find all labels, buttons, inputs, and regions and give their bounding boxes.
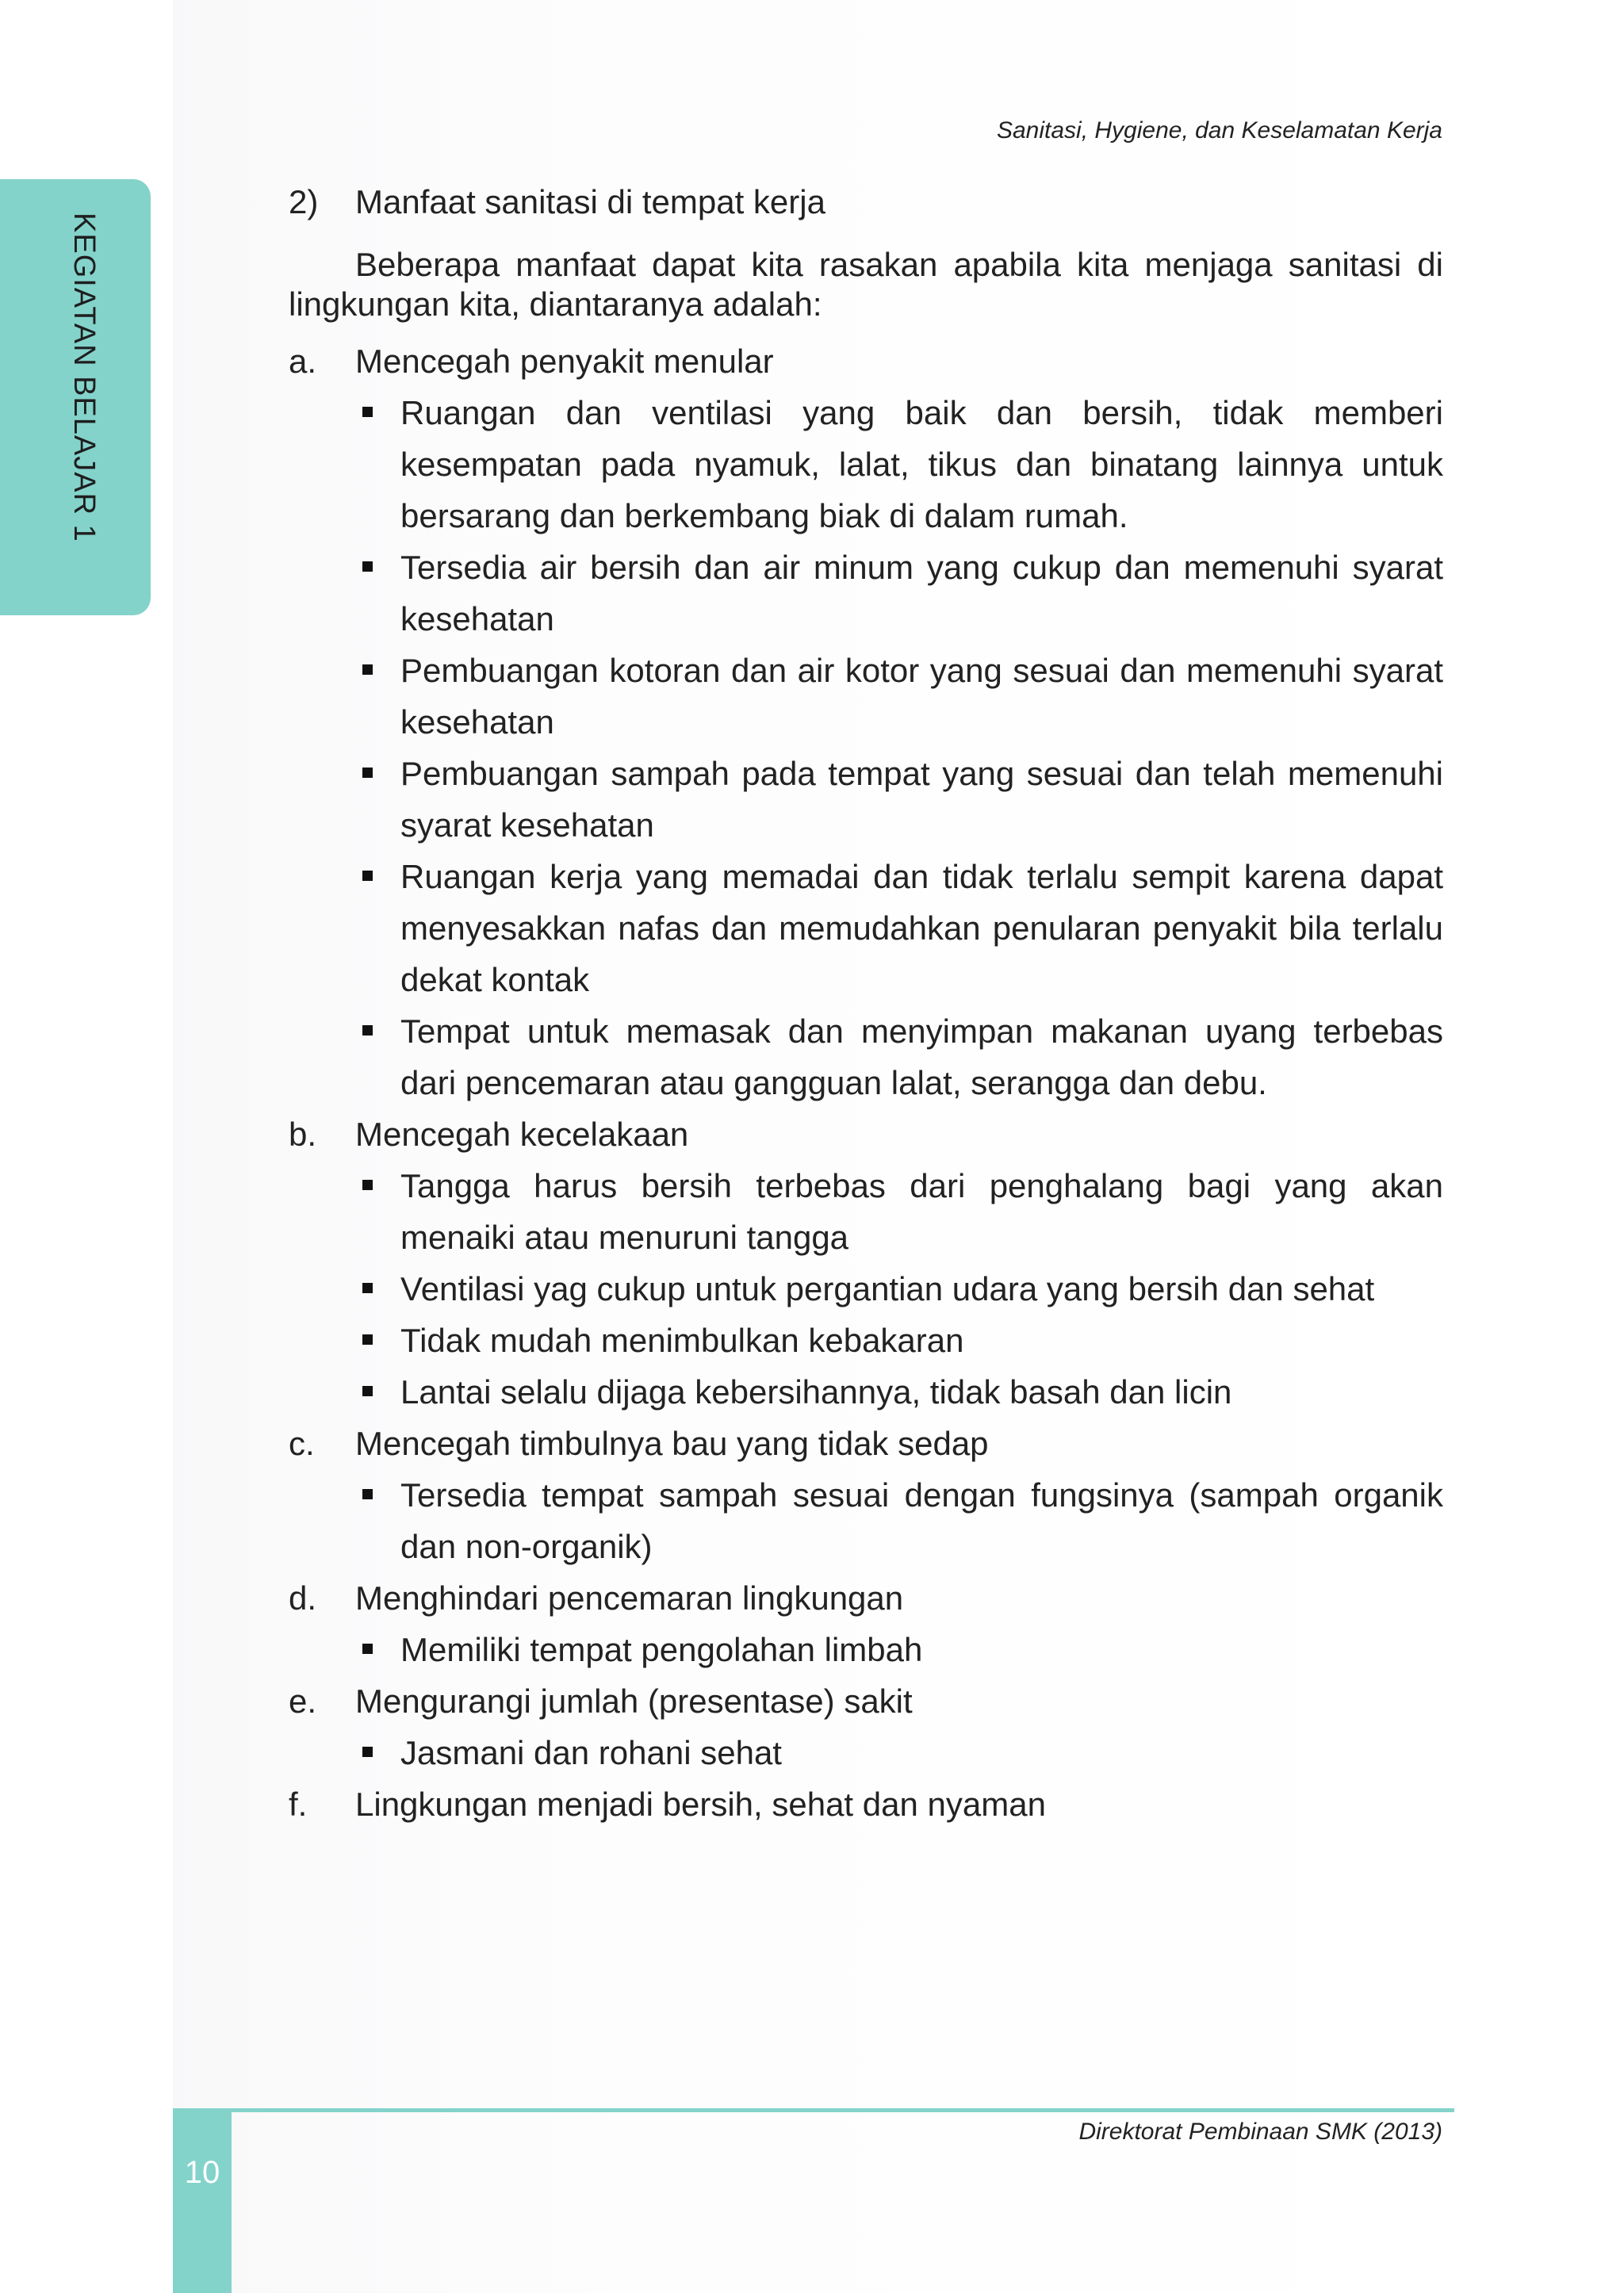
footer-publisher: Direktorat Pembinaan SMK (2013)	[1078, 2119, 1442, 2145]
square-bullet-icon	[362, 1386, 373, 1396]
square-bullet-icon	[362, 1489, 373, 1499]
bullet-text: Tersedia air bersih dan air minum yang cukup dan memenuhi syarat kesehatan	[400, 549, 1443, 637]
square-bullet-icon	[362, 1025, 373, 1035]
square-bullet-icon	[362, 1747, 373, 1757]
main-content	[289, 176, 1443, 1830]
square-bullet-icon	[362, 664, 373, 675]
side-tab-label: KEGIATAN BELAJAR 1	[67, 212, 101, 542]
list-item-letter: e.	[289, 1682, 317, 1720]
bullet-text: Memiliki tempat pengolahan limbah	[400, 1631, 923, 1668]
running-header: Sanitasi, Hygiene, dan Keselamatan Kerja	[996, 117, 1442, 144]
bullet-item	[400, 1366, 1443, 1418]
bullet-text: Jasmani dan rohani sehat	[400, 1734, 782, 1771]
list-item-letter: d.	[289, 1579, 317, 1617]
bullet-item	[400, 1315, 1443, 1366]
bullet-text: Ruangan kerja yang memadai dan tidak terlalu sempit karena dapat menyesakkan nafas dan memudahkan penularan penyakit bila terlalu dekat kontak	[400, 858, 1443, 998]
list-item	[289, 335, 1443, 387]
list-item-letter: b.	[289, 1116, 317, 1153]
list-item-letter: a.	[289, 343, 317, 380]
list-item-title: Menghindari pencemaran lingkungan	[355, 1579, 904, 1617]
list-item	[289, 1108, 1443, 1160]
list-item-title: Mencegah penyakit menular	[355, 343, 774, 380]
list-item	[289, 1778, 1443, 1830]
list-item	[289, 1572, 1443, 1624]
bullet-item	[400, 1727, 1443, 1778]
square-bullet-icon	[362, 561, 373, 572]
bullet-item	[400, 542, 1443, 645]
section-number: 2)	[289, 183, 319, 220]
square-bullet-icon	[362, 1180, 373, 1190]
bullet-item	[400, 748, 1443, 851]
list-item-letter: f.	[289, 1786, 308, 1823]
square-bullet-icon	[362, 1334, 373, 1345]
square-bullet-icon	[362, 1644, 373, 1654]
bullet-item	[400, 1005, 1443, 1108]
footer-rule	[173, 2108, 1454, 2112]
section-heading	[289, 176, 1443, 228]
intro-paragraph: Beberapa manfaat dapat kita rasakan apabila kita menjaga sanitasi di lingkungan kita, diantaranya adalah:	[289, 246, 1443, 323]
square-bullet-icon	[362, 768, 373, 778]
section-title: Manfaat sanitasi di tempat kerja	[355, 183, 825, 220]
list-item	[289, 1675, 1443, 1727]
bullet-item	[400, 645, 1443, 748]
benefit-list	[289, 335, 1443, 1830]
bullet-text: Tangga harus bersih terbebas dari penghalang bagi yang akan menaiki atau menuruni tangga	[400, 1167, 1443, 1256]
list-item-title: Mencegah timbulnya bau yang tidak sedap	[355, 1425, 989, 1462]
bullet-text: Ventilasi yag cukup untuk pergantian udara yang bersih dan sehat	[400, 1270, 1375, 1307]
list-item-title: Mencegah kecelakaan	[355, 1116, 689, 1153]
bullet-text: Pembuangan kotoran dan air kotor yang sesuai dan memenuhi syarat kesehatan	[400, 652, 1443, 741]
bullet-text: Lantai selalu dijaga kebersihannya, tidak basah dan licin	[400, 1373, 1232, 1411]
bullet-text: Tidak mudah menimbulkan kebakaran	[400, 1322, 964, 1359]
square-bullet-icon	[362, 871, 373, 881]
bullet-item	[400, 851, 1443, 1005]
bullet-text: Ruangan dan ventilasi yang baik dan bersih, tidak memberi kesempatan pada nyamuk, lalat, tikus dan binatang lainnya untuk bersarang dan berkembang biak di dalam rumah.	[400, 394, 1443, 534]
page-number: 10	[184, 2155, 220, 2190]
list-item	[289, 1418, 1443, 1469]
bullet-text: Tempat untuk memasak dan menyimpan makanan uyang terbebas dari pencemaran atau gangguan lalat, serangga dan debu.	[400, 1013, 1443, 1101]
bullet-item	[400, 1160, 1443, 1263]
bullet-item	[400, 1263, 1443, 1315]
bullet-item	[400, 387, 1443, 542]
bullet-text: Pembuangan sampah pada tempat yang sesuai dan telah memenuhi syarat kesehatan	[400, 755, 1443, 844]
square-bullet-icon	[362, 407, 373, 417]
bullet-item	[400, 1469, 1443, 1572]
page-number-box	[173, 2108, 232, 2293]
list-item-title: Lingkungan menjadi bersih, sehat dan nyaman	[355, 1786, 1046, 1823]
list-item-letter: c.	[289, 1425, 315, 1462]
bullet-item	[400, 1624, 1443, 1675]
list-item-title: Mengurangi jumlah (presentase) sakit	[355, 1682, 913, 1720]
bullet-text: Tersedia tempat sampah sesuai dengan fungsinya (sampah organik dan non-organik)	[400, 1476, 1443, 1565]
square-bullet-icon	[362, 1283, 373, 1293]
